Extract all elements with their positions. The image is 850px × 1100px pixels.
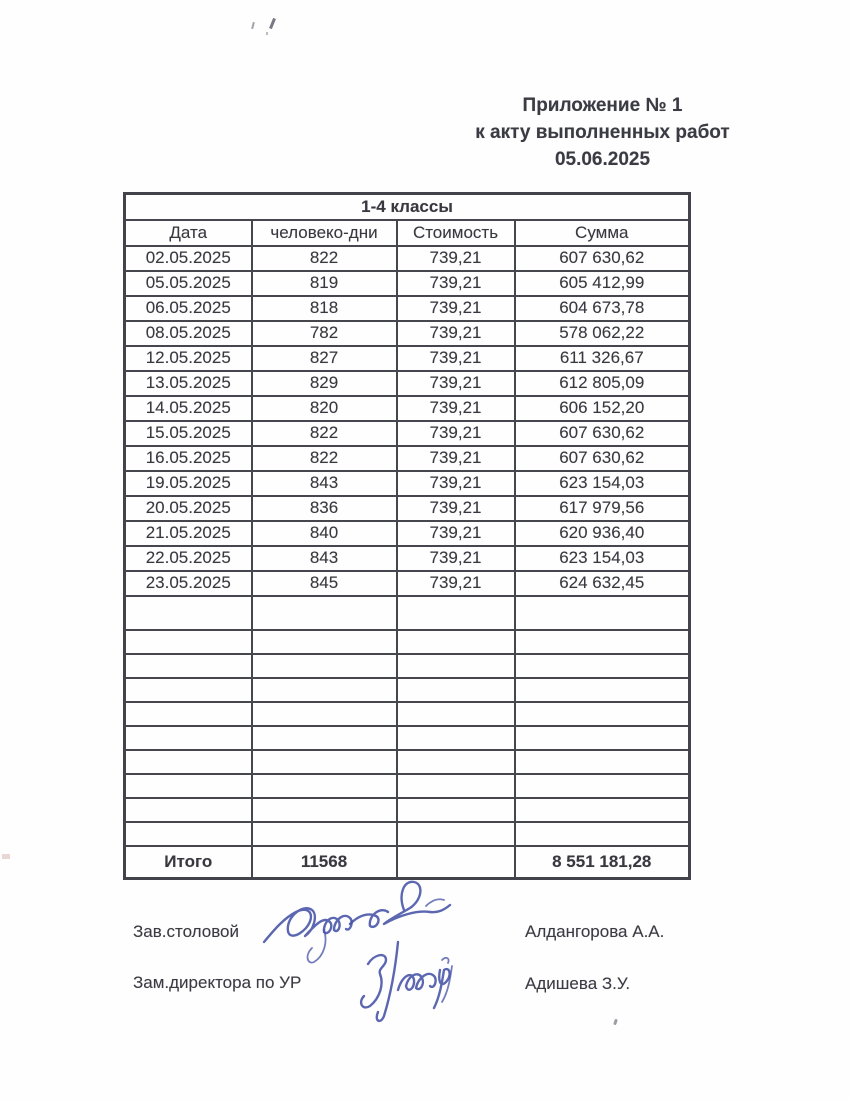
table-title-row: [125, 194, 690, 220]
table-row: [125, 371, 690, 396]
empty-cell: [252, 596, 397, 630]
cell-sum: 606 152,20: [515, 396, 690, 421]
cell-price: 739,21: [397, 496, 515, 521]
empty-row: [125, 750, 690, 774]
cell-price: 739,21: [397, 296, 515, 321]
empty-cell: [252, 798, 397, 822]
col-header-date: Дата: [125, 220, 252, 246]
empty-cell: [125, 822, 252, 846]
empty-cell: [125, 596, 252, 630]
empty-cell: [515, 678, 690, 702]
cell-date: 14.05.2025: [125, 396, 252, 421]
table-row: [125, 471, 690, 496]
cell-days: 829: [252, 371, 397, 396]
cell-sum: 605 412,99: [515, 271, 690, 296]
cell-date: 08.05.2025: [125, 321, 252, 346]
empty-row: [125, 630, 690, 654]
empty-cell: [252, 654, 397, 678]
cell-sum: 623 154,03: [515, 546, 690, 571]
cell-days: 822: [252, 446, 397, 471]
empty-cell: [397, 726, 515, 750]
empty-cell: [397, 822, 515, 846]
totals-sum: 8 551 181,28: [515, 846, 690, 879]
totals-label: Итого: [125, 846, 252, 879]
cell-sum: 623 154,03: [515, 471, 690, 496]
empty-cell: [252, 678, 397, 702]
empty-row: [125, 726, 690, 750]
ink-speck: [266, 32, 268, 35]
empty-cell: [515, 798, 690, 822]
empty-cell: [397, 750, 515, 774]
cell-price: 739,21: [397, 371, 515, 396]
cell-price: 739,21: [397, 346, 515, 371]
col-header-cost: Стоимость: [397, 220, 515, 246]
table-row: [125, 321, 690, 346]
cell-days: 820: [252, 396, 397, 421]
empty-cell: [252, 726, 397, 750]
empty-row: [125, 596, 690, 630]
empty-cell: [515, 774, 690, 798]
cell-date: 20.05.2025: [125, 496, 252, 521]
table-row: [125, 346, 690, 371]
table-row: [125, 521, 690, 546]
cell-date: 02.05.2025: [125, 246, 252, 271]
cell-days: 843: [252, 471, 397, 496]
empty-cell: [125, 630, 252, 654]
cell-date: 16.05.2025: [125, 446, 252, 471]
cell-date: 06.05.2025: [125, 296, 252, 321]
empty-cell: [125, 774, 252, 798]
ink-speck: [269, 18, 276, 29]
cell-price: 739,21: [397, 246, 515, 271]
empty-cell: [125, 750, 252, 774]
cell-sum: 607 630,62: [515, 246, 690, 271]
cell-date: 21.05.2025: [125, 521, 252, 546]
cell-sum: 617 979,56: [515, 496, 690, 521]
cell-price: 739,21: [397, 521, 515, 546]
signature-role-1: Зав.столовой: [133, 922, 240, 941]
empty-row: [125, 678, 690, 702]
table-row: [125, 296, 690, 321]
empty-cell: [515, 750, 690, 774]
table-row: [125, 271, 690, 296]
ink-speck: [2, 854, 10, 859]
cell-date: 22.05.2025: [125, 546, 252, 571]
empty-cell: [125, 726, 252, 750]
cell-sum: 578 062,22: [515, 321, 690, 346]
cell-date: 19.05.2025: [125, 471, 252, 496]
cell-date: 12.05.2025: [125, 346, 252, 371]
cell-date: 13.05.2025: [125, 371, 252, 396]
report-table: [123, 192, 691, 880]
cell-price: 739,21: [397, 471, 515, 496]
cell-price: 739,21: [397, 571, 515, 596]
empty-cell: [397, 798, 515, 822]
empty-cell: [397, 774, 515, 798]
cell-sum: 607 630,62: [515, 446, 690, 471]
totals-days: 11568: [252, 846, 397, 879]
empty-cell: [252, 774, 397, 798]
header-date: 05.06.2025: [554, 149, 651, 170]
empty-row: [125, 702, 690, 726]
empty-cell: [125, 678, 252, 702]
table-row: [125, 246, 690, 271]
cell-sum: 624 632,45: [515, 571, 690, 596]
cell-price: 739,21: [397, 271, 515, 296]
table-title: 1-4 классы: [125, 194, 690, 220]
signature-name-2: Адишева З.У.: [525, 974, 631, 993]
empty-cell: [252, 822, 397, 846]
col-header-sum: Сумма: [515, 220, 690, 246]
empty-cell: [125, 654, 252, 678]
empty-cell: [252, 630, 397, 654]
table-row: [125, 496, 690, 521]
cell-days: 836: [252, 496, 397, 521]
cell-price: 739,21: [397, 321, 515, 346]
empty-cell: [515, 654, 690, 678]
empty-cell: [515, 596, 690, 630]
cell-price: 739,21: [397, 396, 515, 421]
empty-cell: [397, 596, 515, 630]
empty-row: [125, 774, 690, 798]
empty-row: [125, 654, 690, 678]
cell-days: 843: [252, 546, 397, 571]
cell-days: 818: [252, 296, 397, 321]
header-appendix-line: Приложение № 1: [522, 95, 683, 116]
empty-cell: [397, 654, 515, 678]
cell-sum: 620 936,40: [515, 521, 690, 546]
empty-cell: [515, 726, 690, 750]
cell-days: 819: [252, 271, 397, 296]
cell-days: 840: [252, 521, 397, 546]
cell-days: 822: [252, 421, 397, 446]
header-act-line: к акту выполненных работ: [475, 122, 730, 143]
cell-date: 23.05.2025: [125, 571, 252, 596]
cell-price: 739,21: [397, 546, 515, 571]
empty-cell: [252, 750, 397, 774]
ink-speck: [613, 1019, 618, 1026]
cell-date: 05.05.2025: [125, 271, 252, 296]
table-row: [125, 421, 690, 446]
cell-days: 822: [252, 246, 397, 271]
empty-cell: [515, 702, 690, 726]
cell-sum: 611 326,67: [515, 346, 690, 371]
empty-cell: [252, 702, 397, 726]
table-row: [125, 546, 690, 571]
empty-cell: [515, 822, 690, 846]
empty-cell: [125, 702, 252, 726]
empty-row: [125, 822, 690, 846]
cell-days: 845: [252, 571, 397, 596]
empty-cell: [397, 678, 515, 702]
empty-cell: [397, 630, 515, 654]
ink-speck: [251, 22, 255, 29]
col-header-person-days: человеко-дни: [252, 220, 397, 246]
empty-cell: [515, 630, 690, 654]
empty-row: [125, 798, 690, 822]
empty-cell: [125, 798, 252, 822]
cell-price: 739,21: [397, 421, 515, 446]
cell-sum: 607 630,62: [515, 421, 690, 446]
signature-role-2: Зам.директора по УР: [133, 973, 302, 992]
table-header-row: [125, 220, 690, 246]
cell-sum: 612 805,09: [515, 371, 690, 396]
cell-days: 782: [252, 321, 397, 346]
handwritten-signature-2: [354, 938, 469, 1028]
cell-sum: 604 673,78: [515, 296, 690, 321]
cell-price: 739,21: [397, 446, 515, 471]
cell-date: 15.05.2025: [125, 421, 252, 446]
table-row: [125, 571, 690, 596]
table-row: [125, 396, 690, 421]
signature-name-1: Алдангорова А.А.: [525, 922, 665, 941]
cell-days: 827: [252, 346, 397, 371]
empty-cell: [397, 702, 515, 726]
table-row: [125, 446, 690, 471]
document-header: [430, 92, 775, 173]
